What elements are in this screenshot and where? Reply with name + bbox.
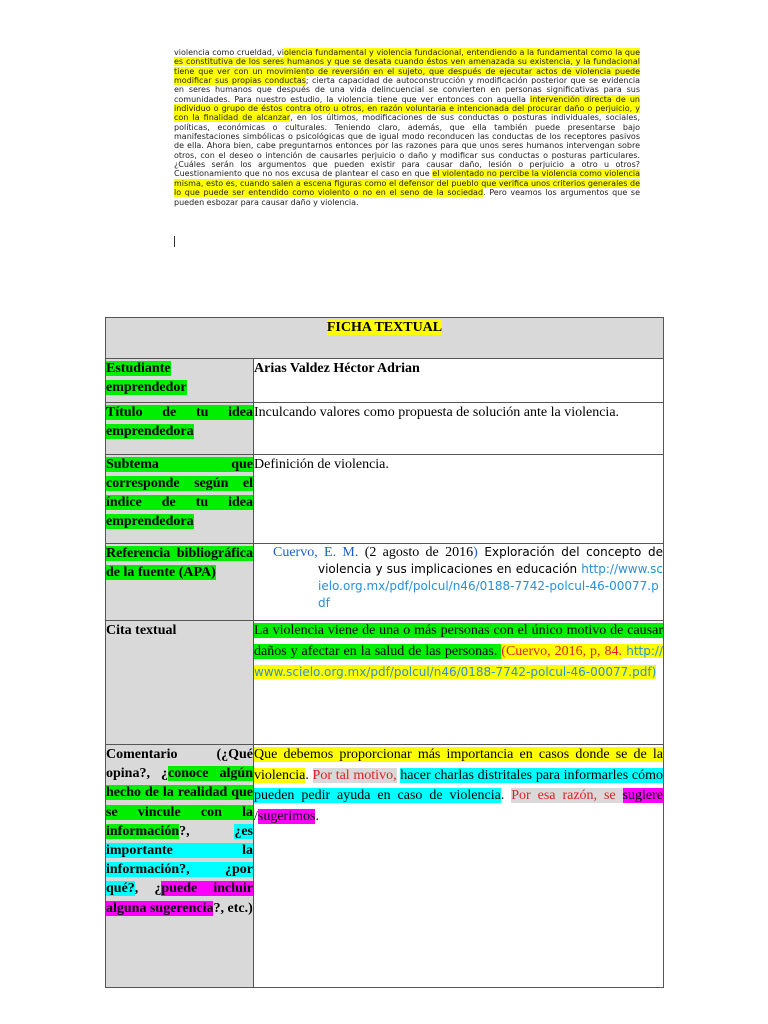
para-highlight-1: olencia fundamental y violencia fundacional, entendiendo a la fundamental como la que es constitutiva de los seres humanos y que se desata cuando éstos ven amenazada su existencia, y la fundacional tiene que ver con un movimiento de reversión en el sujeto, que después de ejecutar actos de violencia puede modificar sus propias conductas — [174, 48, 640, 86]
cita-value — [254, 621, 664, 745]
table-header-cell — [106, 318, 664, 359]
comentario-c6: . — [500, 788, 512, 803]
titulo-label: Título de tu idea emprendedora — [106, 405, 253, 439]
comentario-c11: . — [315, 808, 319, 824]
cita-text: La violencia viene de una o más personas con el único motivo de causar daños y afectar en la salud de las personas. — [254, 623, 663, 659]
comentario-label-p4: ¿es importante la información?, ¿por qué? — [106, 823, 253, 897]
ref-author: Cuervo, E. M. — [273, 545, 359, 560]
subtema-label: Subtema que corresponde según el índice de tu idea emprendedora — [106, 457, 253, 529]
cita-url-link[interactable]: http://www.scielo.org.mx/pdf/polcul/n46/0188-7742-polcul-46-00077.pdf) — [254, 644, 663, 679]
comentario-label-cell — [106, 745, 254, 988]
estudiante-label-cell — [106, 359, 254, 403]
ficha-textual-table — [105, 317, 664, 988]
comentario-value — [254, 745, 664, 988]
para-seg-5: , en los últimos, modificaciones de sus conductas o posturas individuales, sociales, políticas, económicas o culturales. Teniendo claro, además, que ella también puede presentarse bajo manifestaciones simbólicas o psicológicas que de igual modo reconducen las conductas de los receptores pasivos de ella. Ahora bien, cabe preguntarnos entonces por las razones para que unos seres humanos intervengan sobre otros, con el deseo o intención de causarles perjuicio o daño y modificar sus conductas o posturas particulares. ¿Cuáles serán los argumentos que pueden existir para causar daño, lesión o perjuicio a otro u otros? Cuestionamiento que no nos excusa de plantear el caso en que — [174, 113, 641, 179]
comentario-c2: . — [305, 767, 313, 783]
referencia-label-cell — [106, 544, 254, 621]
text-cursor — [174, 236, 175, 247]
estudiante-value: Arias Valdez Héctor Adrian — [254, 359, 664, 403]
para-highlight-2: intervención directa de un individuo o grupo de éstos contra otro u otros, en razón voluntaria e intencionada del procurar daño o perjuicio, y con la finalidad de alcanzar — [174, 94, 640, 123]
subtema-label-cell — [106, 455, 254, 544]
ref-url-link[interactable]: http://www.scielo.org.mx/pdf/polcul/n46/0188-7742-polcul-46-00077.pdf — [318, 562, 663, 610]
referencia-value — [254, 544, 664, 621]
ficha-title: FICHA TEXTUAL — [326, 320, 443, 335]
titulo-value: Inculcando valores como propuesta de solución ante la violencia. — [254, 403, 664, 455]
para-seg-1: violencia como crueldad, vi — [174, 48, 285, 57]
ref-title: Exploración del concepto de violencia y sus implicaciones en educación — [318, 545, 663, 576]
para-seg-7: . Pero veamos los argumentos que se pueden esbozar para causar daño y violencia. — [174, 188, 640, 207]
titulo-label-cell — [106, 403, 254, 455]
cita-ref: (Cuervo, 2016, p, 84. — [501, 644, 622, 659]
comentario-label-p7: ?, etc.) — [213, 900, 253, 916]
comentario-label-p6: puede incluir alguna sugerencia — [106, 881, 253, 916]
comentario-label-p3: ?, — [179, 823, 235, 839]
comentario-c9: / — [254, 808, 258, 824]
comentario-c7: Por esa razón, se — [511, 788, 623, 803]
subtema-value: Definición de violencia. — [254, 455, 664, 544]
comentario-c10: sugerimos — [257, 808, 316, 824]
source-paragraph — [174, 48, 640, 207]
comentario-label-p5: , ¿ — [134, 881, 162, 897]
cita-label-cell: Cita textual — [106, 621, 254, 745]
comentario-c1: Que debemos proporcionar más importancia en casos donde se de la violencia — [254, 747, 663, 783]
comentario-label-p2: conoce algún hecho de la realidad que se vincule con la información — [106, 766, 254, 839]
comentario-c3: Por tal motivo, — [312, 767, 397, 783]
para-highlight-3: el violentado no percibe la violencia como violencia misma, esto es, cuando salen a escena figuras como el defensor del pueblo que verifica unos criterios generales de lo que puede ser entendido como violento o no en el seno de la sociedad — [174, 169, 640, 198]
comentario-label-p1: Comentario (¿Qué opina?, ¿ — [106, 747, 253, 782]
ref-date: (2 agosto de 2016 — [358, 545, 474, 560]
para-seg-3: ; cierta capacidad de autoconstrucción y modificación posterior que se evidencia en seres humanos que después de una vida delincuencial se convierten en personas significativas para sus comunidades. Para nuestro estudio, la violencia tiene que ver entonces con aquella — [174, 76, 640, 104]
comentario-c5: hacer charlas distritales para informarles cómo pueden pedir ayuda en caso de violencia — [254, 767, 663, 803]
ref-paren: ) — [473, 545, 478, 560]
comentario-c8: sugiere — [622, 788, 664, 803]
referencia-label: Referencia bibliográfica de la fuente (APA) — [106, 546, 253, 580]
estudiante-label: Estudiante emprendedor — [106, 361, 187, 395]
